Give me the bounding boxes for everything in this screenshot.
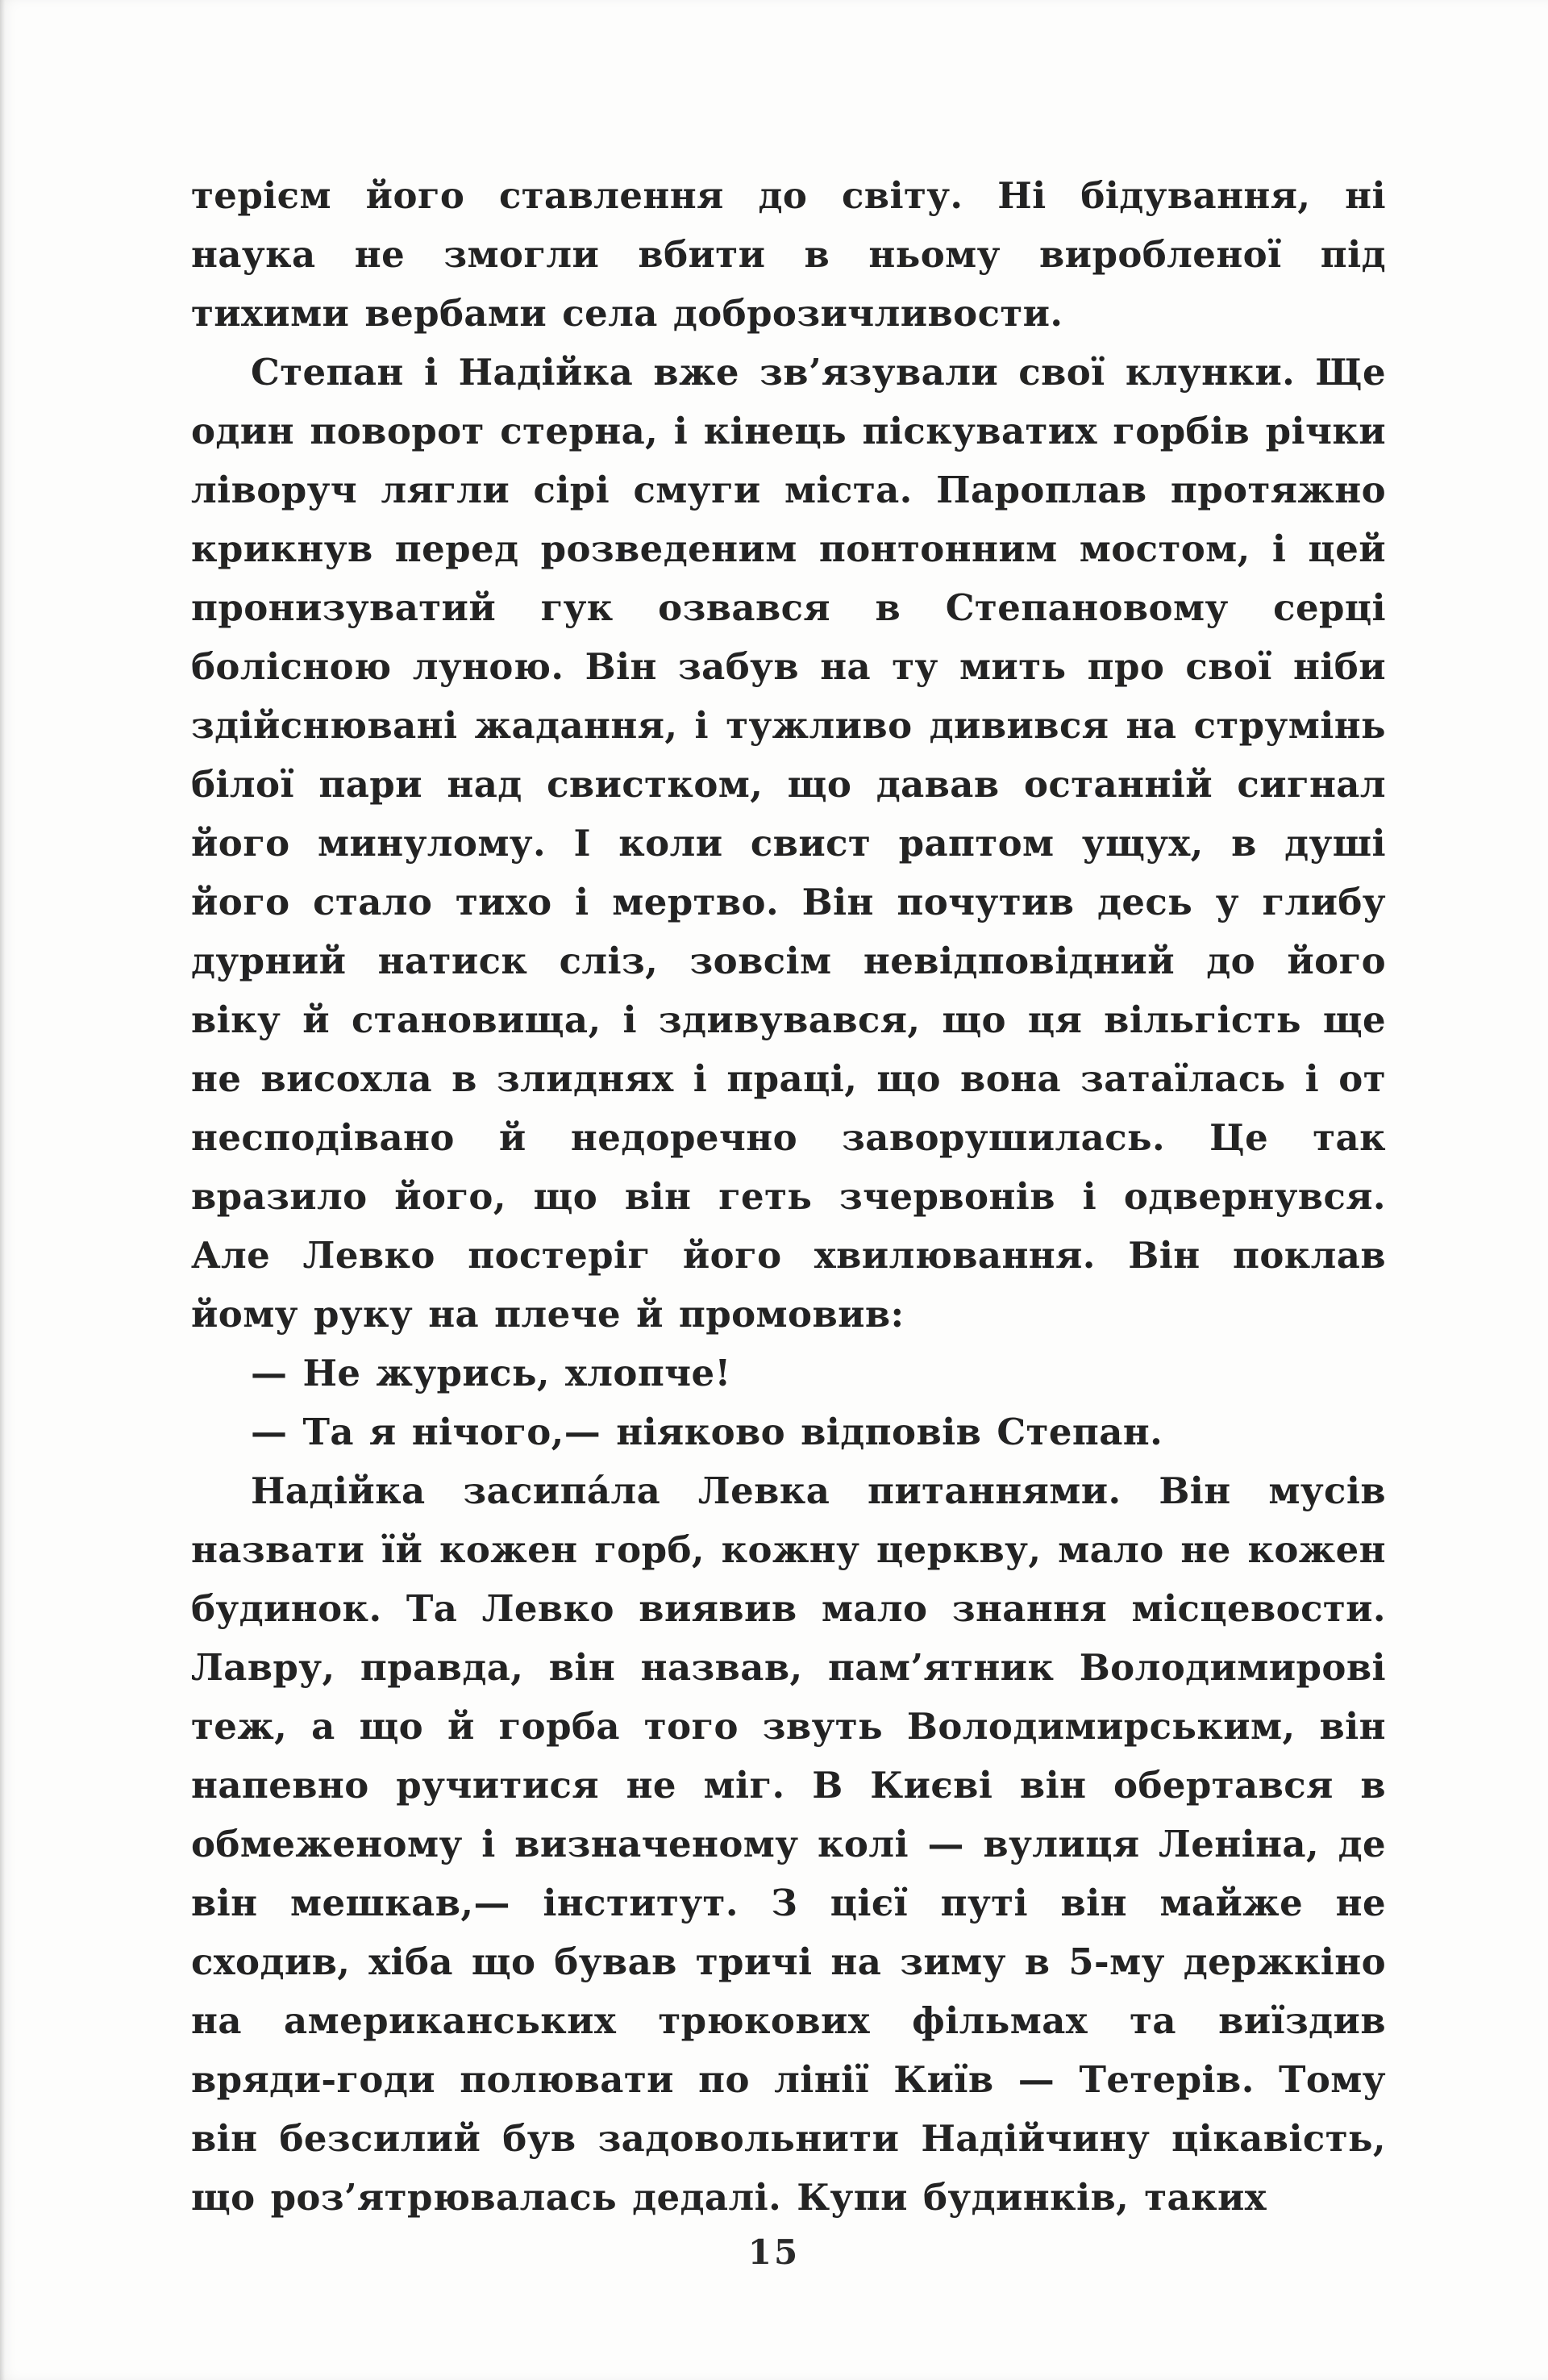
paragraph: Степан і Надійка вже зв’язували свої клунки. Ще один поворот стерна, і кінець піскуватих горбів річки ліворуч лягли сірі смуги міста. Пароплав протяжно крикнув перед розведеним понтонним мостом, і цей пронизуватий гук озвався в Степановому серці болісною луною. Він забув на ту мить про свої ніби здійснювані жадання, і тужливо дивився на струмінь білої пари над свистком, що давав останній сигнал його минулому. І коли свист раптом ущух, в душі його стало тихо і мертво. Він почутив десь у глибу дурний натиск сліз, зовсім невідповідний до його віку й становища, і здивувався, що ця вільгість ще не висохла в злиднях і праці, що вона затаїлась і от несподівано й недоречно заворушилась. Це так вразило його, що він геть зчервонів і одвернувся. Але Левко постеріг його хвилювання. Він поклав йому руку на плече й промовив: [191, 351, 1386, 1336]
dialogue-line: — Та я нічого,— ніяково відповів Степан. [251, 1411, 1163, 1453]
paragraph-continuation: терієм його ставлення до світу. Ні бідування, ні наука не змогли вбити в ньому виробленої під тихими вербами села доброзичливости. [191, 174, 1386, 335]
paragraph: Надійка засипа́ла Левка питаннями. Він мусів назвати їй кожен горб, кожну церкву, мало не кожен будинок. Та Левко виявив мало знання місцевости. Лавру, правда, він назвав, пам’ятник Володимирові теж, а що й горба того звуть Володимирським, він напевно ручитися не міг. В Києві він обертався в обмеженому і визначеному колі — вулиця Леніна, де він мешкав,— інститут. З цієї путі він майже не сходив, хіба що бував тричі на зиму в 5-му держкіно на американських трюкових фільмах та виїздив вряди-годи полювати по лінії Київ — Тетерів. Тому він безсилий був задовольнити Надійчину цікавість, що роз’ятрювалась дедалі. Купи будинків, таких [191, 1469, 1386, 2219]
scan-edge-shadow [0, 0, 5, 2380]
text-block [191, 166, 1386, 2227]
page-number: 15 [747, 2232, 801, 2272]
dialogue-line: — Не журись, хлопче! [251, 1352, 731, 1394]
